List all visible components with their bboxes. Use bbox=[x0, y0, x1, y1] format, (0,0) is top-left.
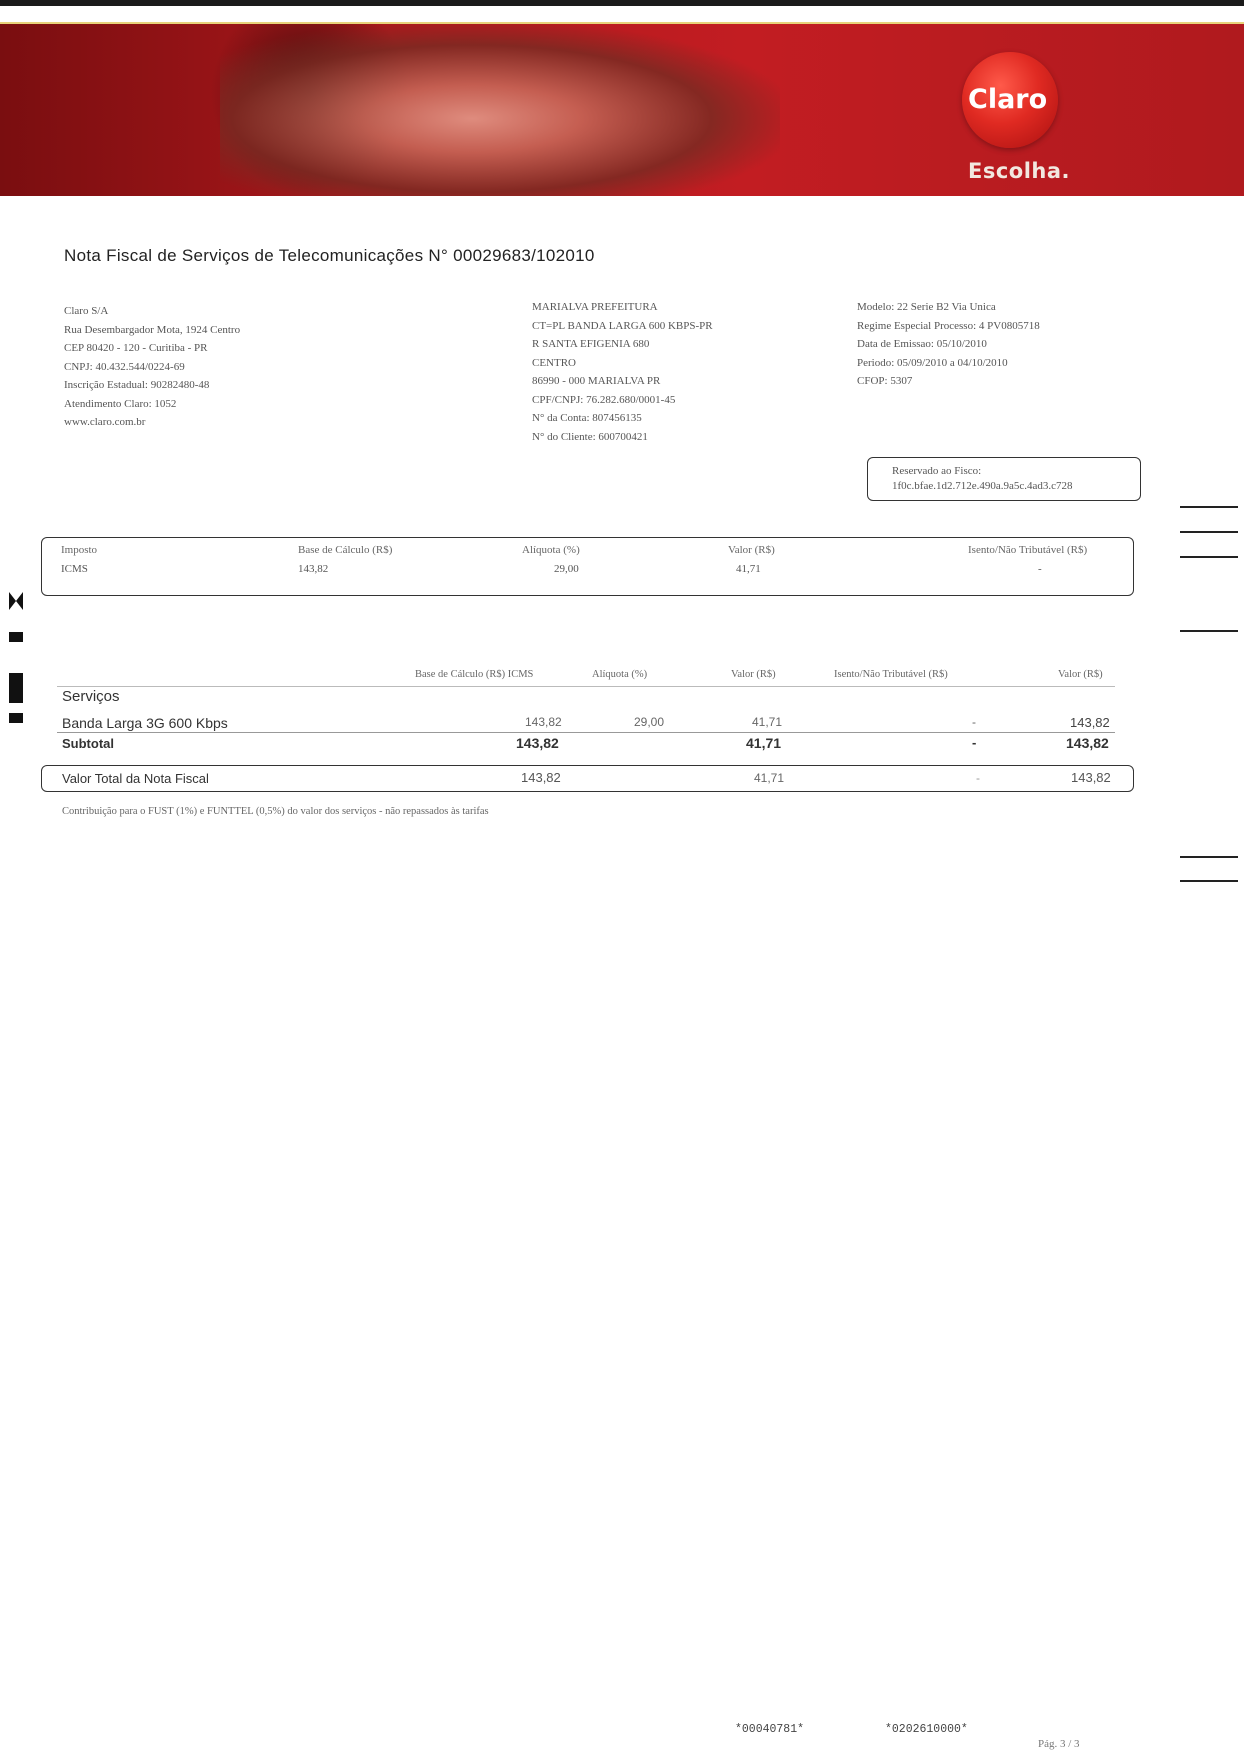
svc-item-isento: - bbox=[972, 715, 976, 729]
customer-line: CENTRO bbox=[532, 356, 576, 369]
tax-header-imposto: Imposto bbox=[61, 544, 98, 556]
total-isento: - bbox=[976, 771, 980, 785]
tax-cell-base: 143,82 bbox=[298, 563, 329, 575]
fiscal-line: Modelo: 22 Serie B2 Via Unica bbox=[857, 301, 996, 313]
barcode-text-2: *0202610000* bbox=[885, 1723, 968, 1736]
fiscal-line: Periodo: 05/09/2010 a 04/10/2010 bbox=[857, 356, 1008, 369]
tax-cell-valor: 41,71 bbox=[736, 563, 761, 575]
svc-subtotal-label: Subtotal bbox=[62, 736, 114, 751]
svc-header-total: Valor (R$) bbox=[1058, 669, 1103, 680]
customer-line: CT=PL BANDA LARGA 600 KBPS-PR bbox=[532, 319, 713, 332]
svc-header-divider bbox=[57, 686, 1115, 687]
issuer-website-link[interactable]: www.claro.com.br bbox=[64, 416, 146, 428]
scan-mark bbox=[9, 673, 23, 703]
scan-mark bbox=[9, 592, 23, 610]
issuer-line: Inscrição Estadual: 90282480-48 bbox=[64, 379, 210, 391]
svc-subtotal-total: 143,82 bbox=[1066, 735, 1109, 751]
svc-item-base: 143,82 bbox=[525, 715, 562, 729]
fust-note: Contribuição para o FUST (1%) e FUNTTEL (0,5%) do valor dos serviços - não repassados às tarifas bbox=[62, 806, 489, 817]
brand-tagline: Escolha. bbox=[968, 159, 1071, 183]
svc-item-aliquota: 29,00 bbox=[634, 715, 665, 729]
svc-item-divider bbox=[57, 732, 1115, 733]
scan-mark bbox=[9, 713, 23, 723]
tax-table bbox=[41, 537, 1134, 596]
total-total: 143,82 bbox=[1071, 770, 1111, 785]
issuer-line: Atendimento Claro: 1052 bbox=[64, 397, 177, 410]
tax-cell-aliquota: 29,00 bbox=[554, 563, 579, 575]
page-number: Pág. 3 / 3 bbox=[1038, 1738, 1080, 1750]
issuer-line: CNPJ: 40.432.544/0224-69 bbox=[64, 360, 185, 373]
tax-header-aliquota: Alíquota (%) bbox=[522, 544, 580, 556]
margin-mark bbox=[1180, 880, 1238, 882]
issuer-info bbox=[64, 302, 240, 432]
customer-line: N° da Conta: 807456135 bbox=[532, 412, 642, 424]
customer-line: N° do Cliente: 600700421 bbox=[532, 430, 648, 443]
svc-header-isento: Isento/Não Tributável (R$) bbox=[834, 669, 948, 680]
svc-header-valor: Valor (R$) bbox=[731, 669, 776, 680]
tax-cell-isento: - bbox=[1038, 563, 1042, 575]
tax-cell-imposto: ICMS bbox=[61, 563, 88, 575]
customer-info bbox=[532, 298, 713, 446]
margin-mark bbox=[1180, 856, 1238, 858]
svc-item-name: Banda Larga 3G 600 Kbps bbox=[62, 715, 228, 731]
customer-line: R SANTA EFIGENIA 680 bbox=[532, 338, 650, 350]
issuer-line: CEP 80420 - 120 - Curitiba - PR bbox=[64, 342, 208, 354]
svc-item-valor: 41,71 bbox=[752, 715, 783, 729]
svc-header-aliquota: Alíquota (%) bbox=[592, 669, 648, 680]
svc-header-base: Base de Cálculo (R$) ICMS bbox=[415, 669, 534, 680]
issuer-line: Claro S/A bbox=[64, 305, 109, 317]
fisco-label: Reservado ao Fisco: bbox=[892, 465, 982, 477]
header-banner bbox=[0, 22, 1244, 196]
total-base: 143,82 bbox=[521, 770, 561, 785]
svc-section-label: Serviços bbox=[62, 688, 120, 705]
brand-logo-text: Claro bbox=[968, 84, 1048, 115]
margin-mark bbox=[1180, 630, 1238, 632]
fisco-box bbox=[867, 457, 1141, 501]
barcode-text-1: *00040781* bbox=[735, 1723, 805, 1736]
margin-mark bbox=[1180, 556, 1238, 558]
tax-header-base: Base de Cálculo (R$) bbox=[298, 544, 393, 556]
fiscal-info bbox=[857, 298, 1040, 391]
svc-subtotal-valor: 41,71 bbox=[746, 735, 782, 751]
margin-mark bbox=[1180, 506, 1238, 508]
issuer-line: Rua Desembargador Mota, 1924 Centro bbox=[64, 323, 241, 336]
customer-line: 86990 - 000 MARIALVA PR bbox=[532, 375, 661, 387]
total-label: Valor Total da Nota Fiscal bbox=[62, 771, 209, 786]
banner-photo bbox=[220, 24, 780, 196]
scan-mark bbox=[9, 632, 23, 642]
total-valor: 41,71 bbox=[754, 771, 785, 785]
tax-header-valor: Valor (R$) bbox=[728, 544, 775, 556]
fiscal-line: CFOP: 5307 bbox=[857, 375, 913, 387]
customer-line: CPF/CNPJ: 76.282.680/0001-45 bbox=[532, 393, 676, 406]
margin-mark bbox=[1180, 531, 1238, 533]
top-border bbox=[0, 0, 1244, 6]
fiscal-line: Regime Especial Processo: 4 PV0805718 bbox=[857, 319, 1040, 332]
fiscal-line: Data de Emissao: 05/10/2010 bbox=[857, 338, 987, 350]
fisco-code: 1f0c.bfae.1d2.712e.490a.9a5c.4ad3.c728 bbox=[892, 480, 1073, 492]
tax-header-isento: Isento/Não Tributável (R$) bbox=[968, 544, 1088, 556]
svc-item-total: 143,82 bbox=[1070, 715, 1110, 730]
customer-line: MARIALVA PREFEITURA bbox=[532, 301, 658, 313]
document-title: Nota Fiscal de Serviços de Telecomunicações N° 00029683/102010 bbox=[64, 246, 595, 265]
total-box bbox=[41, 765, 1134, 792]
svc-subtotal-isento: - bbox=[972, 735, 977, 750]
svc-subtotal-base: 143,82 bbox=[516, 735, 559, 751]
